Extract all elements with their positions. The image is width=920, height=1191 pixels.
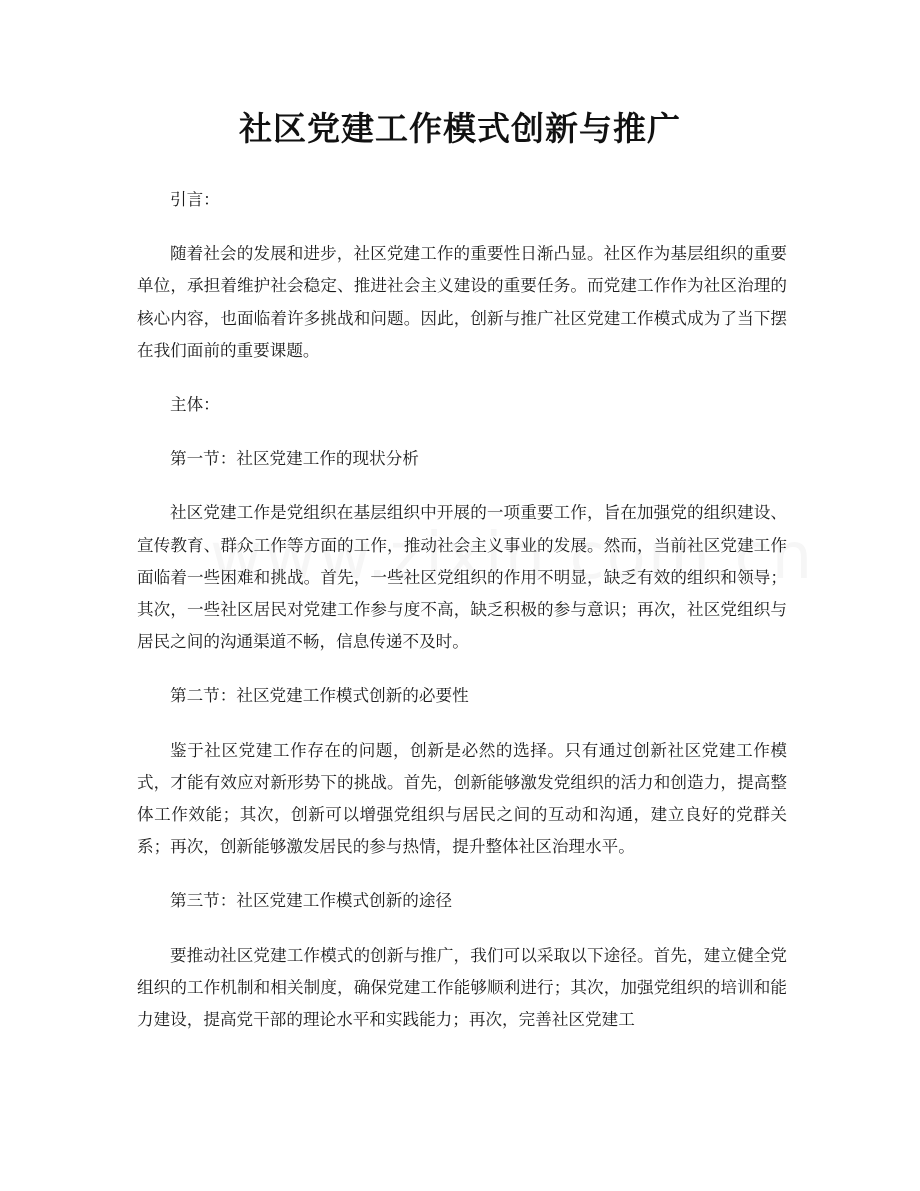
intro-label: 引言： [170,190,220,209]
intro-paragraph: 随着社会的发展和进步，社区党建工作的重要性日渐凸显。社区作为基层组织的重要单位，承担着维护社会稳定、推进社会主义建设的重要任务。而党建工作作为社区治理的核心内容，也面临着许多挑战和问题。因此，创新与推广社区党建工作模式成为了当下摆在我们面前的重要课题。 [137,244,787,360]
section2-paragraph: 鉴于社区党建工作存在的问题，创新是必然的选择。只有通过创新社区党建工作模式，才能有效应对新形势下的挑战。首先，创新能够激发党组织的活力和创造力，提高整体工作效能；其次，创新可以增强党组织与居民之间的互动和沟通，建立良好的党群关系；再次，创新能够激发居民的参与热情，提升整体社区治理水平。 [137,740,787,857]
section3-paragraph: 要推动社区党建工作模式的创新与推广，我们可以采取以下途径。首先，建立健全党组织的工作机制和相关制度，确保党建工作能够顺利进行；其次，加强党组织的培训和能力建设，提高党干部的理论水平和实践能力；再次，完善社区党建工 [137,945,787,1030]
main-label: 主体： [170,395,220,415]
document-body [137,184,787,1058]
document-title: 社区党建工作模式创新与推广 [239,109,681,148]
section3-heading: 第三节：社区党建工作模式创新的途径 [170,891,453,911]
section2-heading: 第二节：社区党建工作模式创新的必要性 [170,686,469,706]
section1-paragraph: 社区党建工作是党组织在基层组织中开展的一项重要工作，旨在加强党的组织建设、宣传教育、群众工作等方面的工作，推动社会主义事业的发展。然而，当前社区党建工作面临着一些困难和挑战。首先，一些社区党组织的作用不明显，缺乏有效的组织和领导；其次，一些社区居民对党建工作参与度不高，缺乏积极的参与意识；再次，社区党组织与居民之间的沟通渠道不畅，信息传递不及时。 [137,503,787,652]
section1-heading: 第一节：社区党建工作的现状分析 [170,449,419,469]
